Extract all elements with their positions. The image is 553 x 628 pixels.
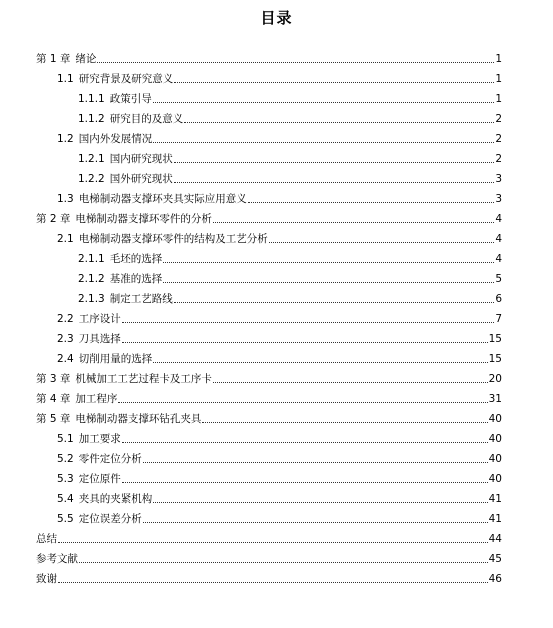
- toc-entry-number: 第 2 章: [36, 213, 71, 225]
- toc-entry-number: 1.2.1: [78, 153, 105, 165]
- toc-entry-title: 切削用量的选择: [78, 353, 153, 365]
- toc-dot-leader: [153, 362, 487, 363]
- toc-entry-page-number: 46: [488, 573, 502, 585]
- toc-entry-title: 政策引导: [109, 93, 152, 105]
- toc-entry[interactable]: [78, 105, 502, 125]
- toc-entry-title: 加工要求: [78, 433, 121, 445]
- toc-entry[interactable]: [36, 205, 502, 225]
- toc-entry-title: 国内外发展情况: [78, 133, 153, 145]
- toc-entry-title: 总结: [36, 533, 57, 545]
- toc-entry[interactable]: [36, 405, 502, 425]
- toc-entry-number: 2.4: [57, 353, 74, 365]
- toc-entry[interactable]: [36, 525, 502, 545]
- toc-entry[interactable]: [78, 165, 502, 185]
- toc-entry-page-number: 20: [488, 373, 502, 385]
- toc-entry[interactable]: [57, 465, 502, 485]
- toc-dot-leader: [122, 322, 495, 323]
- toc-entry-page-number: 2: [495, 113, 502, 125]
- toc-entry-number: 5.1: [57, 433, 74, 445]
- toc-dot-leader: [153, 102, 495, 103]
- toc-entry-number: 2.1.2: [78, 273, 105, 285]
- toc-entry-page-number: 4: [495, 213, 502, 225]
- toc-entry-number: 5.4: [57, 493, 74, 505]
- toc-dot-leader: [269, 242, 495, 243]
- toc-entry-number: 第 5 章: [36, 413, 71, 425]
- toc-dot-leader: [153, 142, 494, 143]
- toc-entry-page-number: 41: [488, 513, 502, 525]
- toc-entry[interactable]: [36, 385, 502, 405]
- toc-entry-number: 2.1: [57, 233, 74, 245]
- toc-entry[interactable]: [57, 305, 502, 325]
- toc-entry[interactable]: [57, 185, 502, 205]
- toc-entry-title: 研究背景及研究意义: [78, 73, 174, 85]
- toc-dot-leader: [97, 62, 494, 63]
- toc-entry-page-number: 40: [488, 473, 502, 485]
- toc-dot-leader: [163, 282, 494, 283]
- toc-entry-title: 致谢: [36, 573, 57, 585]
- toc-entry-page-number: 5: [495, 273, 502, 285]
- toc-dot-leader: [174, 82, 494, 83]
- toc-dot-leader: [213, 382, 488, 383]
- toc-dot-leader: [174, 182, 495, 183]
- toc-entry[interactable]: [57, 125, 502, 145]
- toc-entry-title: 国外研究现状: [109, 173, 173, 185]
- toc-entry-title: 电梯制动器支撑环钻孔夹具: [75, 413, 202, 425]
- toc-entry-title: 机械加工工艺过程卡及工序卡: [75, 373, 212, 385]
- toc-entry[interactable]: [57, 425, 502, 445]
- toc-dot-leader: [202, 422, 487, 423]
- toc-entry-page-number: 1: [495, 73, 502, 85]
- toc-entry-title: 加工程序: [75, 393, 118, 405]
- toc-entry-title: 参考文献: [36, 553, 78, 565]
- toc-entry-title: 工序设计: [78, 313, 121, 325]
- toc-entry[interactable]: [36, 365, 502, 385]
- toc-entry-page-number: 6: [495, 293, 502, 305]
- toc-entry-title: 零件定位分析: [78, 453, 142, 465]
- toc-entry-title: 夹具的夹紧机构: [78, 493, 153, 505]
- toc-dot-leader: [143, 522, 488, 523]
- toc-entry-page-number: 2: [495, 133, 502, 145]
- toc-entry-number: 1.3: [57, 193, 74, 205]
- toc-entry-page-number: 4: [495, 233, 502, 245]
- toc-dot-leader: [174, 302, 495, 303]
- toc-entry-title: 定位原件: [78, 473, 121, 485]
- toc-entry-number: 第 1 章: [36, 53, 71, 65]
- toc-entry[interactable]: [78, 285, 502, 305]
- toc-entry[interactable]: [57, 345, 502, 365]
- toc-dot-leader: [122, 482, 488, 483]
- toc-entry-number: 2.2: [57, 313, 74, 325]
- toc-entry-page-number: 41: [488, 493, 502, 505]
- toc-entry[interactable]: [36, 45, 502, 65]
- toc-entry[interactable]: [36, 545, 502, 565]
- toc-entry-title: 电梯制动器支撑环夹具实际应用意义: [78, 193, 247, 205]
- toc-entry-title: 毛坯的选择: [109, 253, 163, 265]
- toc-dot-leader: [58, 542, 488, 543]
- toc-entry-number: 1.1: [57, 73, 74, 85]
- toc-dot-leader: [118, 402, 487, 403]
- toc-entry-number: 2.1.1: [78, 253, 105, 265]
- toc-entry-page-number: 40: [488, 453, 502, 465]
- toc-entry-title: 电梯制动器支撑环零件的结构及工艺分析: [78, 233, 268, 245]
- toc-entry[interactable]: [57, 485, 502, 505]
- toc-entry-number: 1.1.1: [78, 93, 105, 105]
- toc-entry-title: 电梯制动器支撑环零件的分析: [75, 213, 212, 225]
- toc-entry-page-number: 3: [495, 193, 502, 205]
- toc-entry-number: 5.3: [57, 473, 74, 485]
- toc-entry-title: 制定工艺路线: [109, 293, 173, 305]
- toc-dot-leader: [184, 122, 494, 123]
- toc-entry[interactable]: [78, 245, 502, 265]
- toc-entry[interactable]: [36, 565, 502, 585]
- toc-entry-title: 基准的选择: [109, 273, 163, 285]
- toc-entry-number: 1.2: [57, 133, 74, 145]
- toc-dot-leader: [122, 342, 488, 343]
- toc-entry-page-number: 31: [488, 393, 502, 405]
- toc-entry-number: 5.5: [57, 513, 74, 525]
- toc-dot-leader: [153, 502, 487, 503]
- toc-dot-leader: [248, 202, 495, 203]
- toc-entry-page-number: 4: [495, 253, 502, 265]
- toc-entry-page-number: 7: [495, 313, 502, 325]
- toc-entry-page-number: 45: [488, 553, 502, 565]
- toc-entry-page-number: 15: [488, 333, 502, 345]
- toc-entry-number: 5.2: [57, 453, 74, 465]
- toc-entry[interactable]: [78, 145, 502, 165]
- toc-entry-page-number: 3: [495, 173, 502, 185]
- toc-entry-number: 1.1.2: [78, 113, 105, 125]
- toc-entry-number: 2.1.3: [78, 293, 105, 305]
- toc-entry[interactable]: [57, 445, 502, 465]
- toc-entry-number: 第 4 章: [36, 393, 71, 405]
- toc-dot-leader: [213, 222, 494, 223]
- toc-entry-title: 绪论: [75, 53, 97, 65]
- toc-entry-page-number: 40: [488, 433, 502, 445]
- toc-entry[interactable]: [57, 505, 502, 525]
- toc-entry-page-number: 1: [495, 53, 502, 65]
- toc-entry[interactable]: [78, 265, 502, 285]
- toc-entry[interactable]: [57, 65, 502, 85]
- toc-dot-leader: [174, 162, 495, 163]
- toc-entry-page-number: 1: [495, 93, 502, 105]
- toc-entry-title: 国内研究现状: [109, 153, 173, 165]
- toc-entry-number: 2.3: [57, 333, 74, 345]
- toc-entry[interactable]: [57, 325, 502, 345]
- toc-entry-number: 第 3 章: [36, 373, 71, 385]
- toc-entry-title: 刀具选择: [78, 333, 121, 345]
- toc-entry-page-number: 15: [488, 353, 502, 365]
- toc-dot-leader: [58, 582, 488, 583]
- toc-entry-number: 1.2.2: [78, 173, 105, 185]
- page-title: 目录: [260, 9, 293, 27]
- toc-entry-title: 定位误差分析: [78, 513, 142, 525]
- toc-dot-leader: [79, 562, 488, 563]
- toc-entry-title: 研究目的及意义: [109, 113, 184, 125]
- toc-dot-leader: [122, 442, 488, 443]
- toc-dot-leader: [163, 262, 494, 263]
- toc-entry-page-number: 40: [488, 413, 502, 425]
- toc-entry-page-number: 44: [488, 533, 502, 545]
- toc-entry-page-number: 2: [495, 153, 502, 165]
- toc-entry[interactable]: [78, 85, 502, 105]
- toc-entry[interactable]: [57, 225, 502, 245]
- toc-dot-leader: [143, 462, 488, 463]
